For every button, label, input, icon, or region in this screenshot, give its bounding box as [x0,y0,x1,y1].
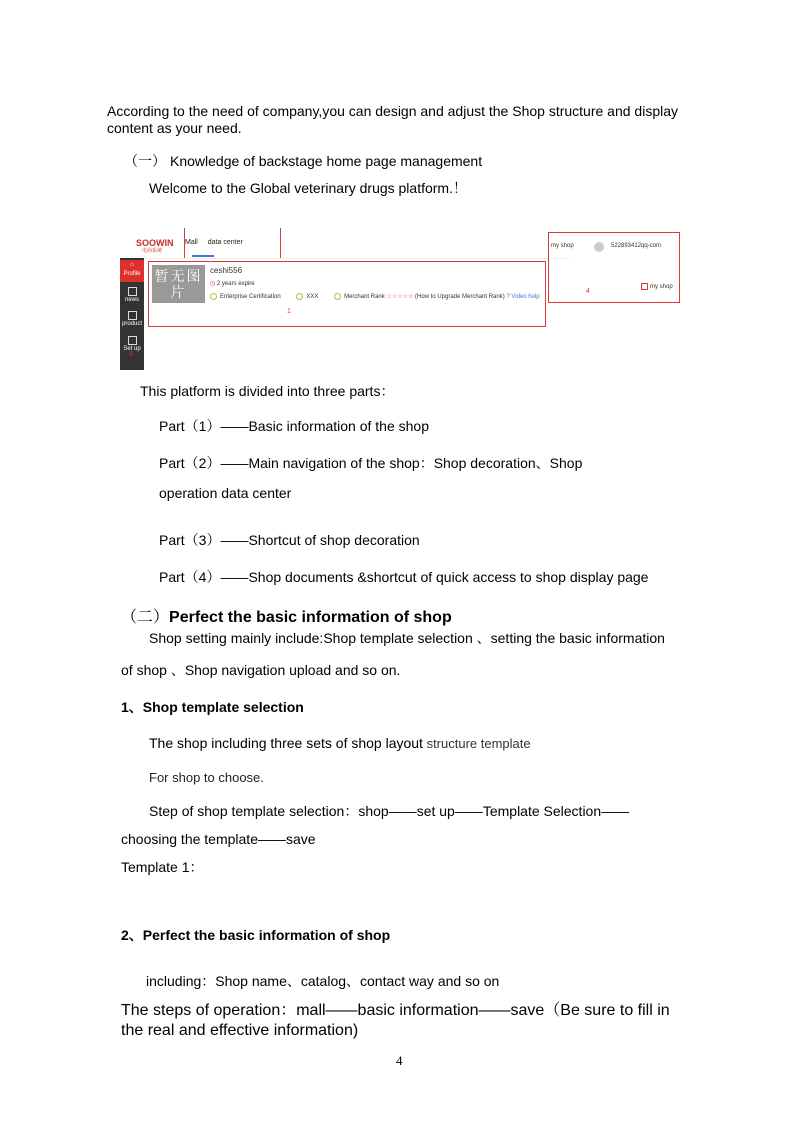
part-4: Part（4）——Shop documents &shortcut of quick access to shop display page [159,569,649,585]
template-steps-1: Step of shop template selection：shop——set up——Template Selection—— [149,803,630,819]
section-2-line-1: Shop setting mainly include:Shop template selection 、setting the basic information [149,630,665,646]
steps-line-1: The steps of operation：mall——basic information——save（Be sure to fill in [121,1002,670,1019]
section-2-title: Perfect the basic information of shop [169,609,452,626]
xxx-text: XXX [306,294,319,301]
certification-row [210,293,540,300]
tab-mall[interactable]: Mall [185,239,198,246]
header-divider [144,258,569,259]
rank-label: Merchant Rank [344,294,385,301]
check-icon [210,293,217,300]
subsection-2-title: 2、Perfect the basic information of shop [121,927,391,943]
account-id: 522893412qq-com [611,243,662,249]
intro-line-2: content as your need. [107,120,242,136]
video-help-link[interactable]: ? Video help [506,294,540,301]
avatar [594,242,604,252]
part-1: Part（1）——Basic information of the shop [159,418,430,434]
shop-icon [641,283,648,290]
part-3-label: 3 [129,351,133,358]
sidebar-item-product[interactable]: product [120,309,144,331]
my-shop-link[interactable]: my shop [641,283,673,290]
expire-text: 2 years expire [216,281,255,287]
my-shop-title: my shop [551,243,574,249]
clock-icon: ◷ [210,281,217,287]
steps-line-2: the real and effective information) [121,1022,359,1039]
template-line-2: For shop to choose. [149,770,264,785]
cert-text: Enterprise Certification [220,294,281,301]
section-1-title: Knowledge of backstage home page management [170,153,483,169]
upgrade-link[interactable]: (How to Upgrade Merchant Rank) [415,294,505,301]
sidebar-item-news[interactable]: news [120,285,144,307]
part-2-line-2: operation data center [159,485,292,501]
tab-data-center[interactable]: data center [207,239,243,246]
settings-icon [128,336,137,345]
backstage-screenshot [120,228,682,370]
template-1-label: Template 1： [121,859,204,875]
soowin-logo: SOOWIN [136,238,174,248]
no-image-placeholder: 暂无图片 [152,265,205,303]
home-icon: ⌂ [130,262,134,268]
expire-row [210,280,255,287]
logo-subtitle: 电商系统 [142,248,163,254]
section-2-line-2: of shop 、Shop navigation upload and so on. [121,662,401,678]
welcome-line: Welcome to the Global veterinary drugs platform.！ [149,180,467,196]
sidebar-item-profile[interactable]: ⌂ Profile [120,260,144,282]
section-1-heading [124,153,482,170]
part-2-line-1: Part（2）——Main navigation of the shop：Shop decoration、Shop [159,455,583,471]
template-steps-2: choosing the template——save [121,831,316,847]
sidebar [120,258,144,370]
parts-intro: This platform is divided into three parts： [140,383,395,399]
part-4-label: 4 [586,288,590,295]
check-icon [334,293,341,300]
active-tab-underline [192,255,214,257]
subsection-1-title: 1、Shop template selection [121,699,304,715]
sidebar-item-setup[interactable]: Set up [120,334,144,356]
page-number: 4 [396,1053,403,1068]
product-icon [128,311,137,320]
including-line: including：Shop name、catalog、contact way and so on [146,973,500,989]
section-2-heading [121,608,452,627]
part-3: Part（3）——Shortcut of shop decoration [159,532,420,548]
intro-line-1: According to the need of company,you can design and adjust the Shop structure and display [107,103,678,119]
part-1-label: 1 [287,308,291,315]
rank-stars: ☆☆☆☆☆ [386,294,414,301]
main-nav-tabs [185,239,243,246]
template-line-1: The shop including three sets of shop layout structure template [149,735,531,751]
section-2-number: （二） [121,609,170,626]
check-icon [296,293,303,300]
news-icon [128,287,137,296]
section-1-number: （一） [124,153,166,169]
shop-name: ceshi556 [210,266,243,275]
